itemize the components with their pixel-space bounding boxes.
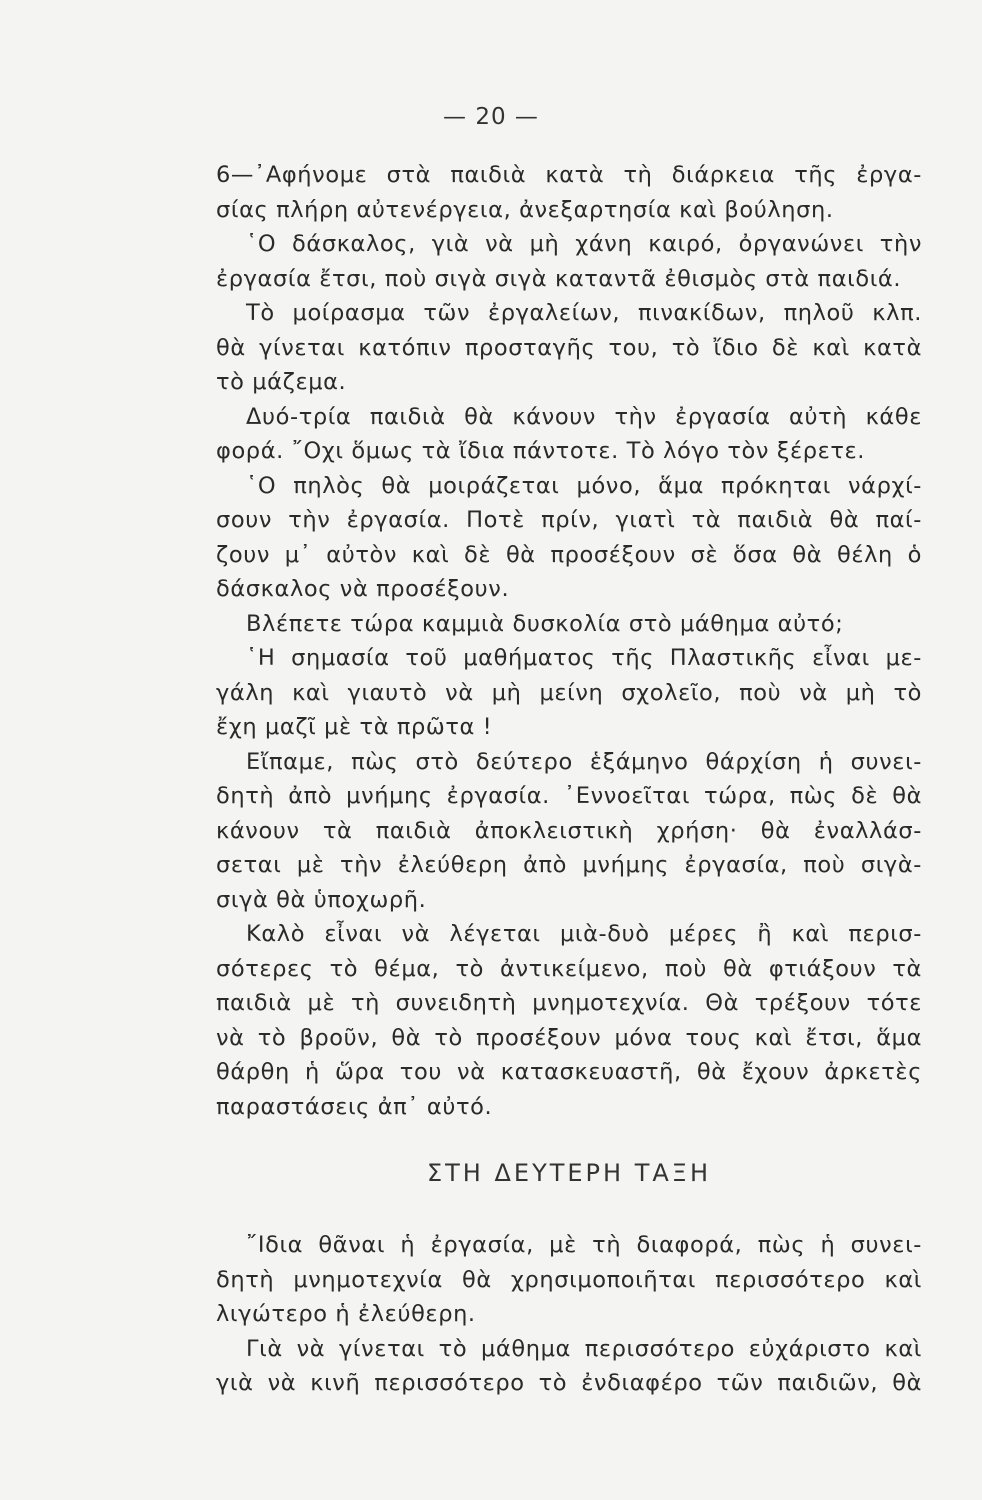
section-second-grade-text [216, 1228, 922, 1401]
page-number: — 20 — [443, 104, 539, 130]
text-line: σιγὰ θὰ ὑποχωρῆ. [216, 886, 427, 913]
text-line: Εἴπαμε, πὼς στὸ δεύτερο ἑξάμηνο θάρχίση ἡ συνει- [246, 748, 922, 775]
text-line: ἔχη μαζῖ μὲ τὰ πρῶτα ! [216, 714, 493, 740]
text-line: Καλὸ εἶναι νὰ λέγεται μιὰ-δυὸ μέρες ἢ καὶ περισ- [246, 921, 922, 947]
text-line: φορά. ῎Οχι ὅμως τὰ ἴδια πάντοτε. Τὸ λόγο τὸν ξέρετε. [216, 438, 866, 464]
text-line: θάρθη ἡ ὥρα του νὰ κατασκευαστῆ, θὰ ἔχουν ἀρκετὲς [216, 1059, 922, 1085]
text-line: παιδιὰ μὲ τὴ συνειδητὴ μνημοτεχνία. Θὰ τρέξουν τότε [216, 990, 922, 1016]
text-line: ῾Ο δάσκαλος, γιὰ νὰ μὴ χάνη καιρό, ὀργανώνει τὴν [246, 231, 922, 257]
text-line: Βλέπετε τώρα καμμιὰ δυσκολία στὸ μάθημα αὐτό; [246, 610, 844, 637]
section-first-grade-text [216, 158, 922, 1124]
text-line: σότερες τὸ θέμα, τὸ ἀντικείμενο, ποὺ θὰ φτιάξουν τὰ [216, 955, 922, 982]
text-line: Τὸ μοίρασμα τῶν ἐργαλείων, πινακίδων, πηλοῦ κλπ. [246, 300, 922, 326]
text-line: ζουν μ᾿ αὐτὸν καὶ δὲ θὰ προσέξουν σὲ ὅσα θὰ θέλη ὁ [216, 541, 922, 568]
text-line: δάσκαλος νὰ προσέξουν. [216, 576, 510, 602]
text-line: Γιὰ νὰ γίνεται τὸ μάθημα περισσότερο εὐχάριστο καὶ [246, 1335, 922, 1362]
text-line: δητὴ μνημοτεχνία θὰ χρησιμοποιῆται περισσότερο καὶ [216, 1266, 922, 1293]
text-line: σεται μὲ τὴν ἐλεύθερη ἀπὸ μνήμης ἐργασία, ποὺ σιγὰ- [216, 852, 922, 878]
text-line: γιὰ νὰ κινῆ περισσότερο τὸ ἐνδιαφέρο τῶν παιδιῶν, θὰ [216, 1370, 922, 1396]
text-line: ἐργασία ἔτσι, ποὺ σιγὰ σιγὰ καταντᾶ ἐθισμὸς στὰ παιδιά. [216, 265, 902, 292]
text-line: σίας πλήρη αὐτενέργεια, ἀνεξαρτησία καὶ βούληση. [216, 196, 834, 223]
text-line: γάλη καὶ γιαυτὸ νὰ μὴ μείνη σχολεῖο, ποὺ νὰ μὴ τὸ [216, 679, 922, 706]
text-line: Δυό-τρία παιδιὰ θὰ κάνουν τὴν ἐργασία αὐτὴ κάθε [246, 403, 922, 430]
text-line: θὰ γίνεται κατόπιν προσταγῆς του, τὸ ἴδιο δὲ καὶ κατὰ [216, 334, 922, 361]
text-line: λιγώτερο ἡ ἐλεύθερη. [216, 1301, 476, 1327]
text-line: ῎Ιδια θᾶναι ἡ ἐργασία, μὲ τὴ διαφορά, πὼς ἡ συνει- [246, 1232, 922, 1258]
text-line: ῾Η σημασία τοῦ μαθήματος τῆς Πλαστικῆς εἶναι με- [246, 645, 922, 671]
text-line: ῾Ο πηλὸς θὰ μοιράζεται μόνο, ἅμα πρόκηται νάρχί- [246, 472, 922, 499]
text-line: παραστάσεις ἀπ᾿ αὐτό. [216, 1093, 493, 1120]
text-line: δητὴ ἀπὸ μνήμης ἐργασία. ᾿Εννοεῖται τώρα, πὼς δὲ θὰ [216, 783, 922, 809]
text-line: κάνουν τὰ παιδιὰ ἀποκλειστικὴ χρήση· θὰ ἐναλλάσ- [216, 817, 922, 844]
body-text [216, 158, 922, 1401]
section-heading: ΣΤΗ ΔΕΥΤΕΡΗ ΤΑΞΗ [426, 1159, 711, 1187]
text-line: τὸ μάζεμα. [216, 369, 347, 395]
text-line: 6—᾿Αφήνομε στὰ παιδιὰ κατὰ τὴ διάρκεια τῆς ἐργα- [216, 162, 922, 188]
text-line: σουν τὴν ἐργασία. Ποτὲ πρίν, γιατὶ τὰ παιδιὰ θὰ παί- [216, 507, 922, 533]
text-line: νὰ τὸ βροῦν, θὰ τὸ προσέξουν μόνα τους καὶ ἔτσι, ἅμα [216, 1024, 922, 1051]
